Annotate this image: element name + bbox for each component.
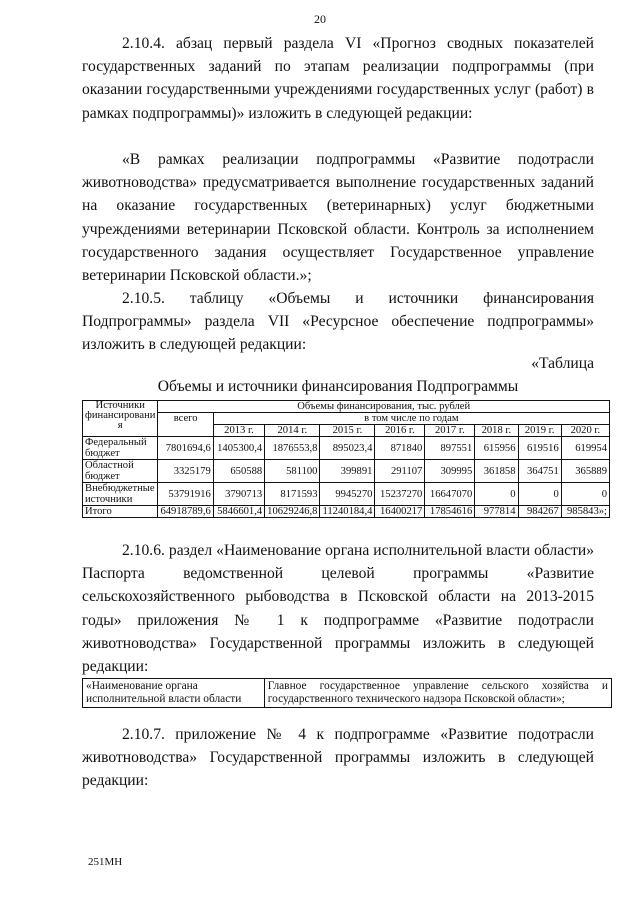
- paragraph-2-10-4: 2.10.4. абзац первый раздела VI «Прогноз сводных показателей государственных заданий по этапам реализации подпрограммы (при оказании государственными учреждениями государственных услуг (работ) в рамках подпрограммы)» изложить в следующей редакции:: [82, 35, 594, 122]
- year-value: 15237270: [375, 483, 425, 506]
- year-value: 619954: [561, 437, 609, 460]
- year-value: 984267: [518, 506, 561, 518]
- header-by-years: в том числе по годам: [213, 413, 609, 425]
- table-row: [83, 437, 610, 460]
- row-label: Итого: [83, 506, 158, 518]
- year-value: 0: [518, 483, 561, 506]
- paragraph-2-10-6: 2.10.6. раздел «Наименование органа исполнительной власти области» Паспорта ведомственной целевой программы «Развитие сельскохозяйственного рыбоводства в Псковской области на 2013-2015 годы» приложения № 1 к подпрограмме «Развитие подотрасли животноводства» Государственной программы изложить в следующей редакции:: [82, 542, 594, 676]
- year-header: 2017 г.: [425, 425, 475, 437]
- header-source: Источники финансировани я: [83, 401, 158, 437]
- table-row: [83, 460, 610, 483]
- year-header: 2019 г.: [518, 425, 561, 437]
- year-value: 16400217: [375, 506, 425, 518]
- year-value: 581100: [265, 460, 320, 483]
- year-value: 11240184,4: [320, 506, 375, 518]
- table-row: [83, 483, 610, 506]
- year-value: 17854616: [425, 506, 475, 518]
- year-header: 2016 г.: [375, 425, 425, 437]
- table-title: Объемы и источники финансирования Подпрограммы: [157, 378, 519, 395]
- authority-name-table: [82, 678, 612, 708]
- year-value: 0: [475, 483, 518, 506]
- row-total: 3325179: [158, 460, 213, 483]
- year-value: 1405300,4: [213, 437, 264, 460]
- financing-table-body: [83, 437, 610, 518]
- year-header: 2013 г.: [213, 425, 264, 437]
- table-row: [83, 506, 610, 518]
- year-value: 977814: [475, 506, 518, 518]
- page-number: 20: [314, 12, 326, 26]
- header-total: всего: [158, 413, 213, 437]
- year-value: 365889: [561, 460, 609, 483]
- row-total: 64918789,6: [158, 506, 213, 518]
- year-header: 2015 г.: [320, 425, 375, 437]
- paragraph-quote-veterinary: «В рамках реализации подпрограммы «Развитие подотрасли животноводства» предусматривается выполнение государственных заданий на оказание государственных (ветеринарных) услуг бюджетными учреждениями ветеринарии Псковской области. Контроль за исполнением государственного задания осуществляет Государственное управление ветеринарии Псковской области.»;: [82, 151, 594, 285]
- year-value: 1876553,8: [265, 437, 320, 460]
- paragraph-2-10-7: 2.10.7. приложение № 4 к подпрограмме «Развитие подотрасли животноводства» Государственной программы изложить в следующей редакции:: [82, 726, 594, 790]
- table-label: «Таблица: [531, 355, 594, 372]
- header-volume: Объемы финансирования, тыс. рублей: [158, 401, 610, 413]
- year-value: 309995: [425, 460, 475, 483]
- year-value: 615956: [475, 437, 518, 460]
- year-value: 291107: [375, 460, 425, 483]
- year-value: 897551: [425, 437, 475, 460]
- year-value: 399891: [320, 460, 375, 483]
- row-label: Внебюджетные источники: [83, 483, 158, 506]
- year-header: 2020 г.: [561, 425, 609, 437]
- year-header: 2014 г.: [265, 425, 320, 437]
- row-total: 7801694,6: [158, 437, 213, 460]
- year-value: 985843»;: [561, 506, 609, 518]
- year-value: 3790713: [213, 483, 264, 506]
- row-label: Федеральный бюджет: [83, 437, 158, 460]
- year-value: 895023,4: [320, 437, 375, 460]
- year-value: 0: [561, 483, 609, 506]
- year-header: 2018 г.: [475, 425, 518, 437]
- year-value: 9945270: [320, 483, 375, 506]
- year-value: 361858: [475, 460, 518, 483]
- authority-label-cell: «Наименование органа исполнительной власти области: [83, 679, 265, 708]
- row-total: 53791916: [158, 483, 213, 506]
- year-value: 5846601,4: [213, 506, 264, 518]
- year-value: 8171593: [265, 483, 320, 506]
- financing-table: [82, 400, 610, 518]
- year-value: 619516: [518, 437, 561, 460]
- year-value: 16647070: [425, 483, 475, 506]
- paragraph-2-10-5: 2.10.5. таблицу «Объемы и источники финансирования Подпрограммы» раздела VII «Ресурсное обеспечение подпрограммы» изложить в следующей редакции:: [82, 290, 594, 354]
- footer-code: 251МН: [88, 856, 123, 868]
- year-value: 650588: [213, 460, 264, 483]
- year-value: 871840: [375, 437, 425, 460]
- authority-value-cell: Главное государственное управление сельского хозяйства и государственного технического надзора Псковской области»;: [264, 679, 611, 708]
- row-label: Областной бюджет: [83, 460, 158, 483]
- year-value: 364751: [518, 460, 561, 483]
- year-value: 10629246,8: [265, 506, 320, 518]
